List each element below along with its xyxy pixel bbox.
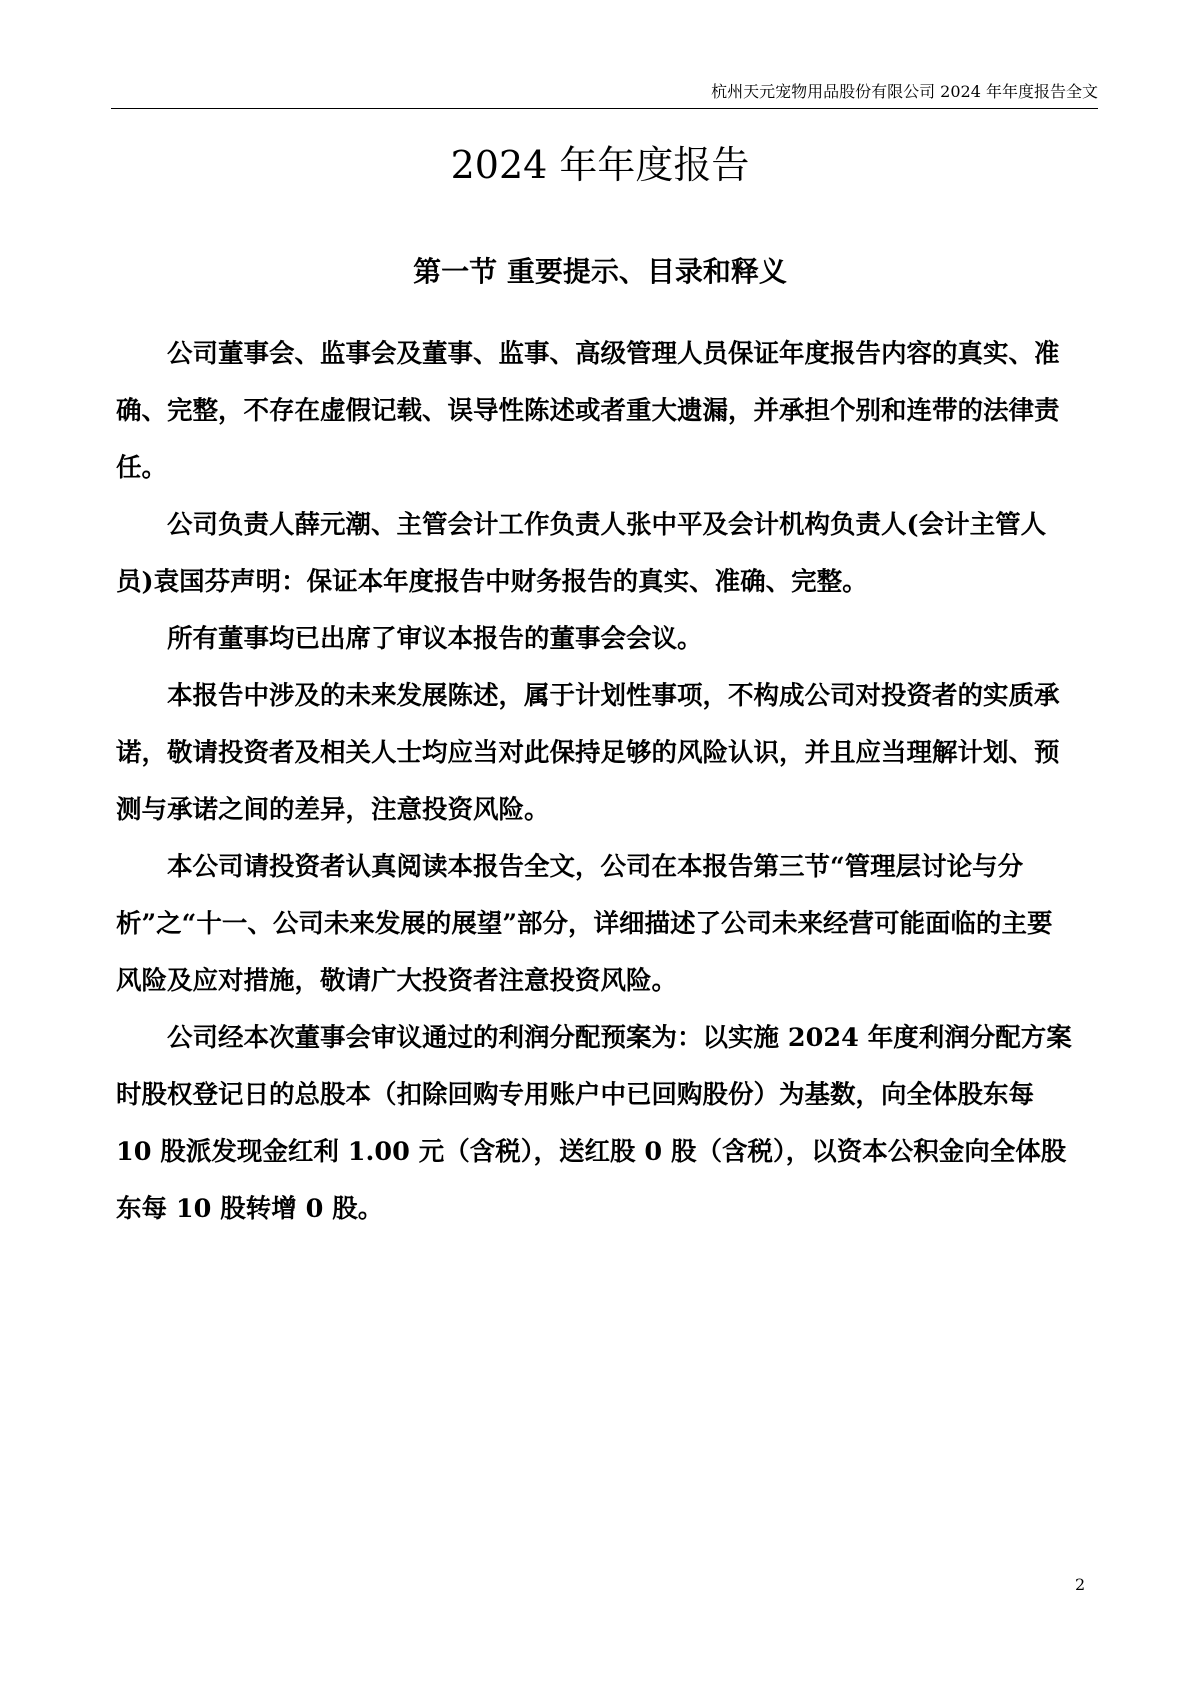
paragraph-attendance: 所有董事均已出席了审议本报告的董事会会议。: [167, 624, 703, 654]
paragraph-risk-reference: 本公司请投资者认真阅读本报告全文，公司在本报告第三节“管理层讨论与分析”之“十一、公司未来发展的展望”部分，详细描述了公司未来经营可能面临的主要风险及应对措施，敬请广大投资者注意投资风险。: [116, 852, 1053, 996]
report-title: 2024 年年度报告: [450, 143, 750, 187]
paragraph-guarantee: 公司董事会、监事会及董事、监事、高级管理人员保证年度报告内容的真实、准确、完整，不存在虚假记载、误导性陈述或者重大遗漏，并承担个别和连带的法律责任。: [116, 339, 1060, 483]
paragraph-responsible-persons: 公司负责人薛元潮、主管会计工作负责人张中平及会计机构负责人(会计主管人员)袁国芬声明：保证本年度报告中财务报告的真实、准确、完整。: [116, 510, 1047, 597]
section-title: 第一节 重要提示、目录和释义: [413, 255, 787, 288]
paragraph-forward-looking: 本报告中涉及的未来发展陈述，属于计划性事项，不构成公司对投资者的实质承诺，敬请投资者及相关人士均应当对此保持足够的风险认识，并且应当理解计划、预测与承诺之间的差异，注意投资风险。: [116, 681, 1060, 825]
paragraph-profit-distribution: 公司经本次董事会审议通过的利润分配预案为：以实施 2024 年度利润分配方案时股权登记日的总股本（扣除回购专用账户中已回购股份）为基数，向全体股东每 10 股派发现金红利 1.00 元（含税），送红股 0 股（含税），以资本公积金向全体股东每 10 股转增 0 股。: [116, 1023, 1072, 1224]
page-header: 杭州天元宠物用品股份有限公司 2024 年年度报告全文: [111, 82, 1098, 109]
page-number: 2: [1075, 1575, 1086, 1594]
